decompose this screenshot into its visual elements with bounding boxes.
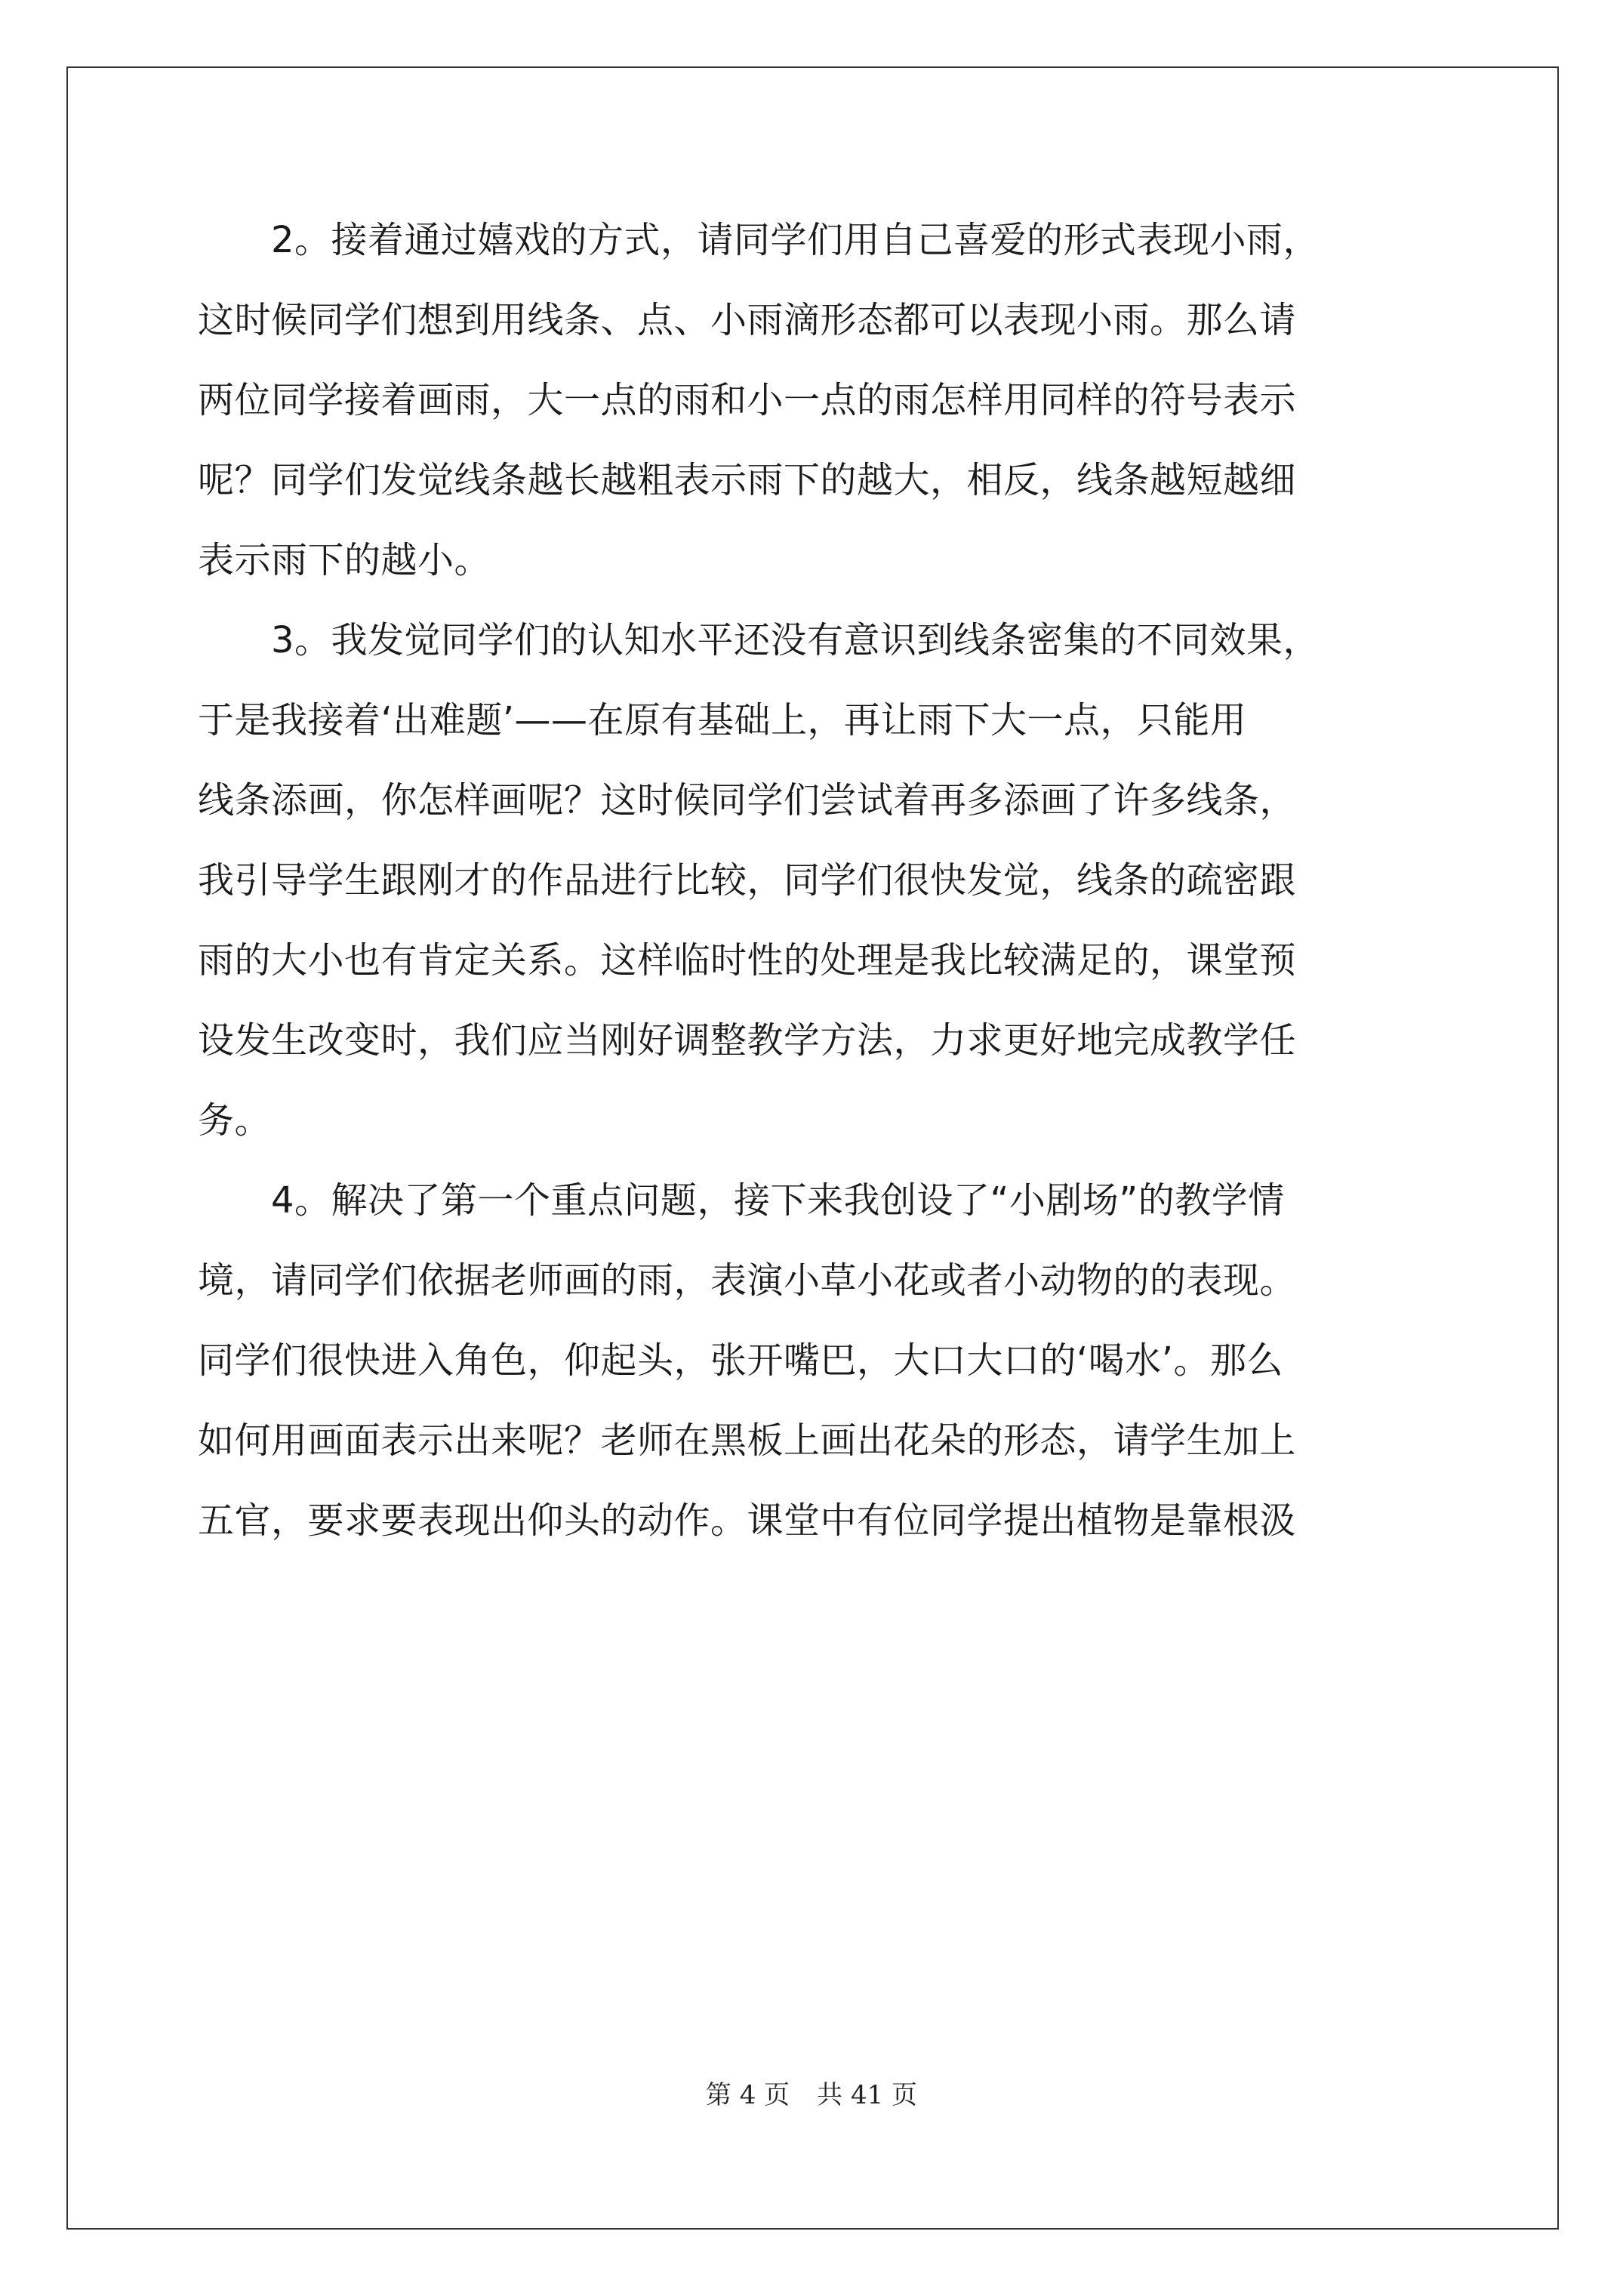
text-line: 呢？同学们发觉线条越长越粗表示雨下的越大，相反，线条越短越细	[198, 459, 1297, 501]
page-number-total: 共 41 页	[817, 2080, 918, 2110]
page-number-current: 第 4 页	[705, 2080, 790, 2110]
paragraph-2	[198, 200, 1437, 600]
text-line: 4。解决了第一个重点问题，接下来我创设了“小剧场”的教学情	[198, 1179, 1285, 1222]
text-line: 于是我接着‘出难题’——在原有基础上，再让雨下大一点，只能用	[198, 699, 1247, 741]
text-line: 表示雨下的越小。	[198, 539, 491, 581]
text-line: 五官，要求要表现出仰头的动作。课堂中有位同学提出植物是靠根汲	[198, 1499, 1297, 1542]
paragraph-4	[198, 1160, 1437, 1561]
text-line: 两位同学接着画雨，大一点的雨和小一点的雨怎样用同样的符号表示	[198, 379, 1297, 421]
text-line: 境，请同学们依据老师画的雨，表演小草小花或者小动物的的表现。	[198, 1259, 1297, 1302]
text-line: 设发生改变时，我们应当刚好调整教学方法，力求更好地完成教学任	[198, 1019, 1297, 1062]
page-footer	[0, 2080, 1623, 2110]
document-body	[198, 200, 1437, 1561]
text-line: 这时候同学们想到用线条、点、小雨滴形态都可以表现小雨。那么请	[198, 299, 1297, 341]
text-line: 务。	[198, 1099, 272, 1142]
text-line: 3。我发觉同学们的认知水平还没有意识到线条密集的不同效果，	[198, 619, 1320, 661]
text-line: 我引导学生跟刚才的作品进行比较，同学们很快发觉，线条的疏密跟	[198, 859, 1297, 901]
paragraph-3	[198, 600, 1437, 1160]
text-line: 线条添画，你怎样画呢？这时候同学们尝试着再多添画了许多线条，	[198, 779, 1297, 821]
text-line: 雨的大小也有肯定关系。这样临时性的处理是我比较满足的，课堂预	[198, 939, 1297, 982]
text-line: 如何用画面表示出来呢？老师在黑板上画出花朵的形态，请学生加上	[198, 1419, 1297, 1462]
text-line: 2。接着通过嬉戏的方式，请同学们用自己喜爱的形式表现小雨，	[198, 219, 1320, 261]
text-line: 同学们很快进入角色，仰起头，张开嘴巴，大口大口的‘喝水’。那么	[198, 1339, 1284, 1382]
